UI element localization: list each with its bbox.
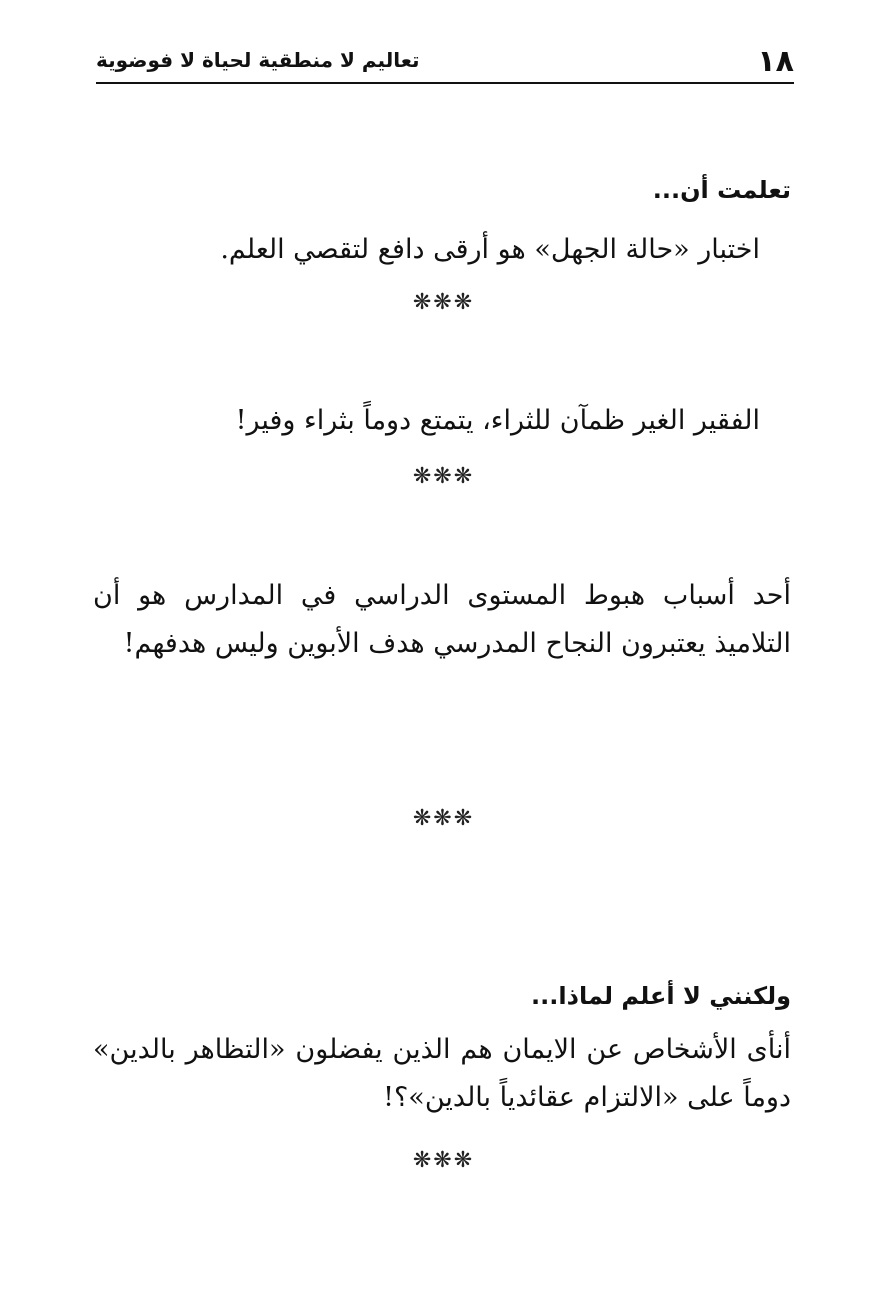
- paragraph-poor-wealth: الفقير الغير ظمآن للثراء، يتمتع دوماً بثراء وفير!: [235, 405, 760, 436]
- section-heading-learned: تعلمت أن...: [652, 176, 791, 204]
- paragraph-ignorance: اختبار «حالة الجهل» هو أرقى دافع لتقصي العلم.: [220, 234, 760, 265]
- page-number: ١٨: [757, 44, 794, 79]
- paragraph-faith: أنأى الأشخاص عن الايمان هم الذين يفضلون «التظاهر بالدين» دوماً على «الالتزام عقائدياً بالدين»؟!: [93, 1034, 791, 1113]
- separator-1: ❋❋❋: [412, 290, 475, 315]
- page-header: [96, 38, 794, 84]
- paragraph-school-level: أحد أسباب هبوط المستوى الدراسي في المدارس هو أن التلاميذ يعتبرون النجاح المدرسي هدف الأبوين وليس هدفهم!: [93, 580, 791, 659]
- separator-3: ❋❋❋: [412, 806, 475, 831]
- separator-4: ❋❋❋: [412, 1148, 475, 1173]
- running-title: تعاليم لا منطقية لحياة لا فوضوية: [96, 48, 420, 72]
- separator-2: ❋❋❋: [412, 464, 475, 489]
- section-heading-dont-know: ولكنني لا أعلم لماذا...: [531, 982, 791, 1010]
